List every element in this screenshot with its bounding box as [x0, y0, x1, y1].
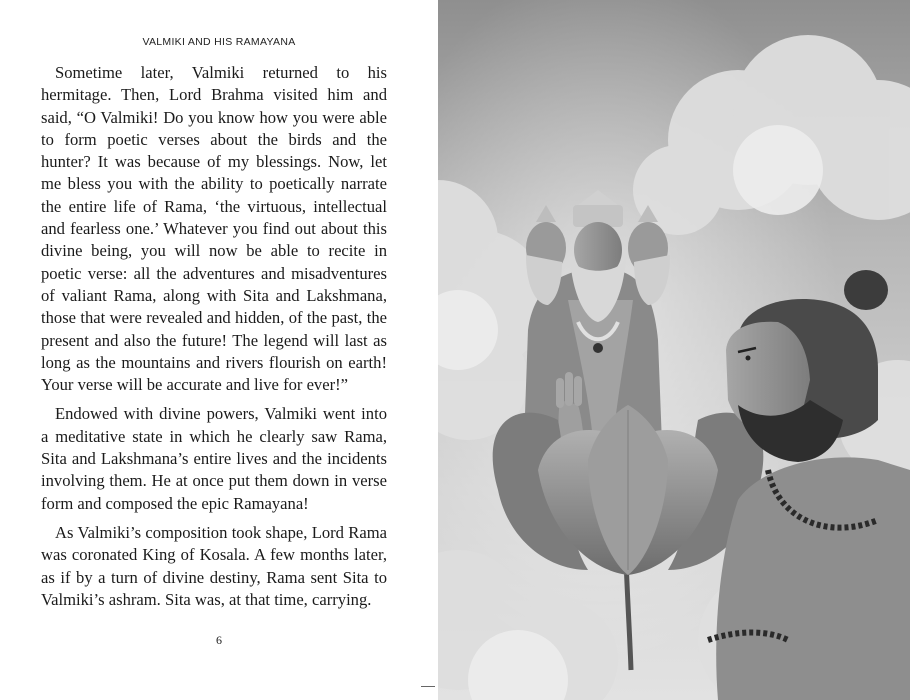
illustration-brahma-valmiki — [438, 0, 910, 700]
running-head: VALMIKI AND HIS RAMAYANA — [142, 36, 296, 48]
lotus-flower — [493, 405, 764, 575]
left-page — [0, 0, 438, 700]
body-text — [41, 62, 387, 618]
page-number: 6 — [216, 633, 222, 647]
illustration-page — [438, 0, 910, 700]
paragraph-3: As Valmiki’s composition took shape, Lord Rama was coronated King of Kosala. A few months later, as if by a turn of divine destiny, Rama sent Sita to Valmiki’s ashram. Sita was, at that time, carrying. — [41, 522, 387, 609]
paragraph-1: Sometime later, Valmiki returned to his hermitage. Then, Lord Brahma visited him and said, “O Valmiki! Do you know how you were able to form poetic verses about the birds and the hunter? It was because of my blessings. Now, let me bless you with the ability to poetically narrate the entire life of Rama, ‘the virtuous, intellectual and fearless one.’ Whatever you find out about this divine being, you will now be able to recite in poetic verse: all the adventures and misadventures of valiant Rama, along with Sita and Lakshmana, those that were revealed and hidden, of the past, the present and also the future! The legend will last as long as the mountains and rivers flourish on earth! Your verse will be accurate and live for ever!” — [41, 63, 387, 395]
crop-mark — [421, 686, 435, 687]
paragraph-2: Endowed with divine powers, Valmiki went into a meditative state in which he clearly saw Rama, Sita and Lakshmana’s entire lives and the incidents involving them. He at once put them down in verse form and composed the epic Ramayana! — [41, 404, 387, 513]
